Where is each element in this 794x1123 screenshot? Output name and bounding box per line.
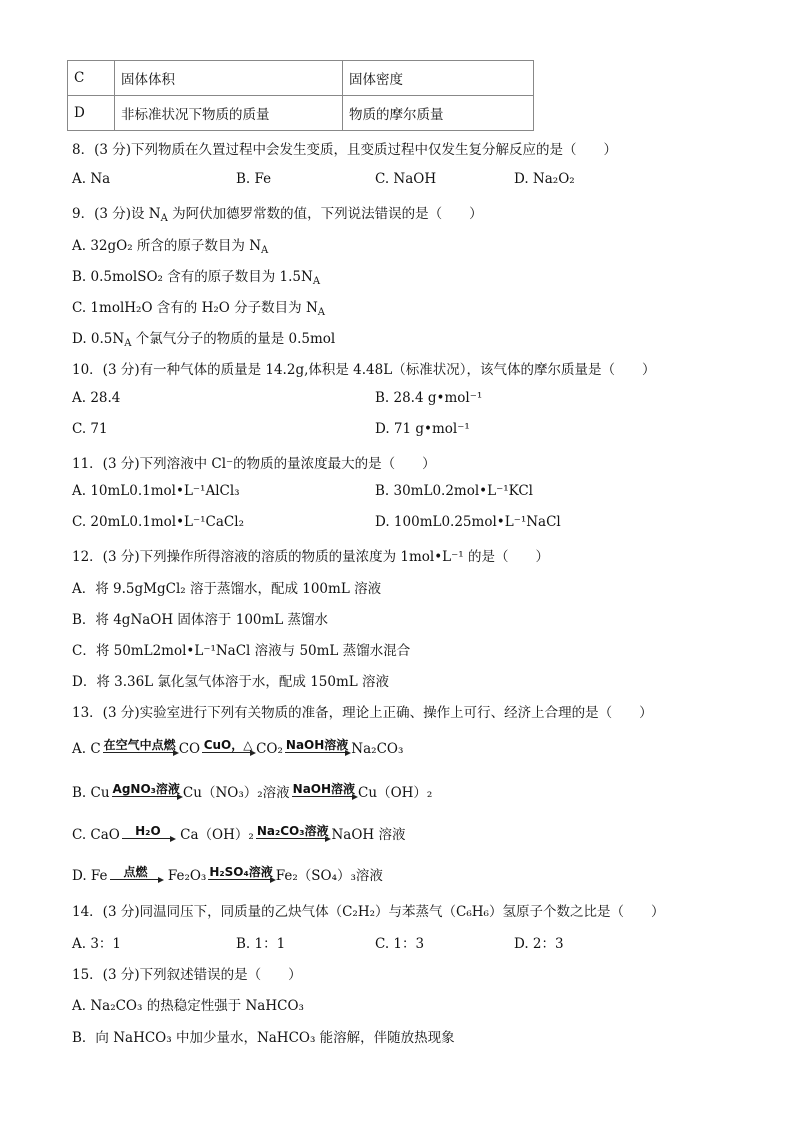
species: NaOH 溶液 xyxy=(331,827,406,843)
row-label: D xyxy=(68,96,115,131)
q10-option-a: A. 28.4 xyxy=(72,390,121,406)
q13-option-a xyxy=(72,739,403,757)
q11-option-a: A. 10mL0.1mol•L⁻¹AlCl₃ xyxy=(72,483,240,499)
species: C. CaO xyxy=(72,827,120,843)
q13-option-d xyxy=(72,864,383,884)
species: B. Cu xyxy=(72,785,110,801)
q13-option-b xyxy=(72,781,432,801)
table-cell: 固体体积 xyxy=(115,61,343,96)
q13-option-c xyxy=(72,823,405,843)
q12-option-b: B．将 4gNaOH 固体溶于 100mL 蒸馏水 xyxy=(72,612,329,628)
reaction-arrow: 在空气中点燃 xyxy=(103,738,176,752)
q12-option-a: A．将 9.5gMgCl₂ 溶于蒸馏水，配成 100mL 溶液 xyxy=(72,581,382,597)
species: Ca（OH）₂ xyxy=(175,827,254,843)
species: D. Fe xyxy=(72,868,108,884)
question-11-stem: 11．(3 分)下列溶液中 Cl⁻的物质的量浓度最大的是（ ） xyxy=(72,456,436,472)
q9-option-d: D. $0.5N_A$ 个氯气分子的物质的量是 0.5mol xyxy=(72,331,336,349)
reaction-arrow: AgNO₃溶液 xyxy=(112,782,180,796)
question-8-stem: 8．(3 分)下列物质在久置过程中会发生变质，且变质过程中仅发生复分解反应的是（ ） xyxy=(72,142,618,158)
table-cell: 物质的摩尔质量 xyxy=(343,96,534,131)
species: Cu（NO₃）₂溶液 xyxy=(182,785,290,801)
q10-option-c: C. 71 xyxy=(72,421,108,437)
q12-option-d: D．将 3.36L 氯化氢气体溶于水，配成 150mL 溶液 xyxy=(72,674,390,690)
reaction-arrow: H₂SO₄溶液 xyxy=(209,865,273,879)
q15-option-b: B．向 NaHCO₃ 中加少量水，NaHCO₃ 能溶解，伴随放热现象 xyxy=(72,1030,455,1046)
question-15-stem: 15．(3 分)下列叙述错误的是（ ） xyxy=(72,967,302,983)
table-row xyxy=(68,96,534,131)
q8-option-c: C. NaOH xyxy=(375,171,437,187)
q14-option-c: C. 1：3 xyxy=(375,936,425,952)
q9-option-a: A. 32gO₂ 所含的原子数目为 $N_A$ xyxy=(72,238,269,256)
species: A. C xyxy=(72,741,101,757)
species: Na₂CO₃ xyxy=(351,741,404,757)
reaction-arrow: Na₂CO₃溶液 xyxy=(256,824,329,838)
q11-option-d: D. 100mL0.25mol•L⁻¹NaCl xyxy=(375,514,561,530)
table-cell: 固体密度 xyxy=(343,61,534,96)
q9-option-c: C. 1molH₂O 含有的 H₂O 分子数目为 $N_A$ xyxy=(72,300,325,318)
q8-option-d: D. Na₂O₂ xyxy=(514,171,575,187)
comparison-table xyxy=(67,60,534,131)
species: Fe₂O₃ xyxy=(163,868,207,884)
q14-option-d: D. 2：3 xyxy=(514,936,564,952)
q10-option-b: B. 28.4 g•mol⁻¹ xyxy=(375,390,483,406)
table-row xyxy=(68,61,534,96)
reaction-arrow: CuO，△ xyxy=(203,738,253,752)
q14-option-a: A. 3：1 xyxy=(72,936,122,952)
question-10-stem: 10．(3 分)有一种气体的质量是 14.2g,体积是 4.48L（标准状况），该气体的摩尔质量是（ ） xyxy=(72,362,656,378)
q11-option-b: B. 30mL0.2mol•L⁻¹KCl xyxy=(375,483,533,499)
question-9-stem: 9．(3 分)设 $N_A$ 为阿伏加德罗常数的值，下列说法错误的是（ ） xyxy=(72,206,483,224)
species: CO xyxy=(178,741,201,757)
reaction-arrow: H₂O xyxy=(122,825,174,839)
row-label: C xyxy=(68,61,115,96)
species: CO₂ xyxy=(256,741,283,757)
q10-option-d: D. 71 g•mol⁻¹ xyxy=(375,421,470,437)
q11-option-c: C. 20mL0.1mol•L⁻¹CaCl₂ xyxy=(72,514,244,530)
species: Cu（OH）₂ xyxy=(358,785,433,801)
reaction-arrow: NaOH溶液 xyxy=(292,782,356,796)
q12-option-c: C．将 50mL2mol•L⁻¹NaCl 溶液与 50mL 蒸馏水混合 xyxy=(72,643,411,659)
reaction-arrow: 点燃 xyxy=(110,866,162,880)
question-14-stem: 14．(3 分)同温同压下，同质量的乙炔气体（C₂H₂）与苯蒸气（C₆H₆）氢原子个数之比是（ ） xyxy=(72,904,665,920)
q14-option-b: B. 1：1 xyxy=(236,936,286,952)
question-12-stem: 12．(3 分)下列操作所得溶液的溶质的物质的量浓度为 1mol•L⁻¹ 的是（ ） xyxy=(72,549,549,565)
reaction-arrow: NaOH溶液 xyxy=(285,738,349,752)
table-cell: 非标准状况下物质的质量 xyxy=(115,96,343,131)
q8-option-b: B. Fe xyxy=(236,171,272,187)
q9-option-b: B. 0.5molSO₂ 含有的原子数目为 $1.5N_A$ xyxy=(72,269,321,287)
q15-option-a: A. Na₂CO₃ 的热稳定性强于 NaHCO₃ xyxy=(72,998,304,1014)
question-13-stem: 13．(3 分)实验室进行下列有关物质的准备，理论上正确、操作上可行、经济上合理的是（ ） xyxy=(72,705,653,721)
species: Fe₂（SO₄）₃溶液 xyxy=(275,868,383,884)
q8-option-a: A. Na xyxy=(72,171,111,187)
